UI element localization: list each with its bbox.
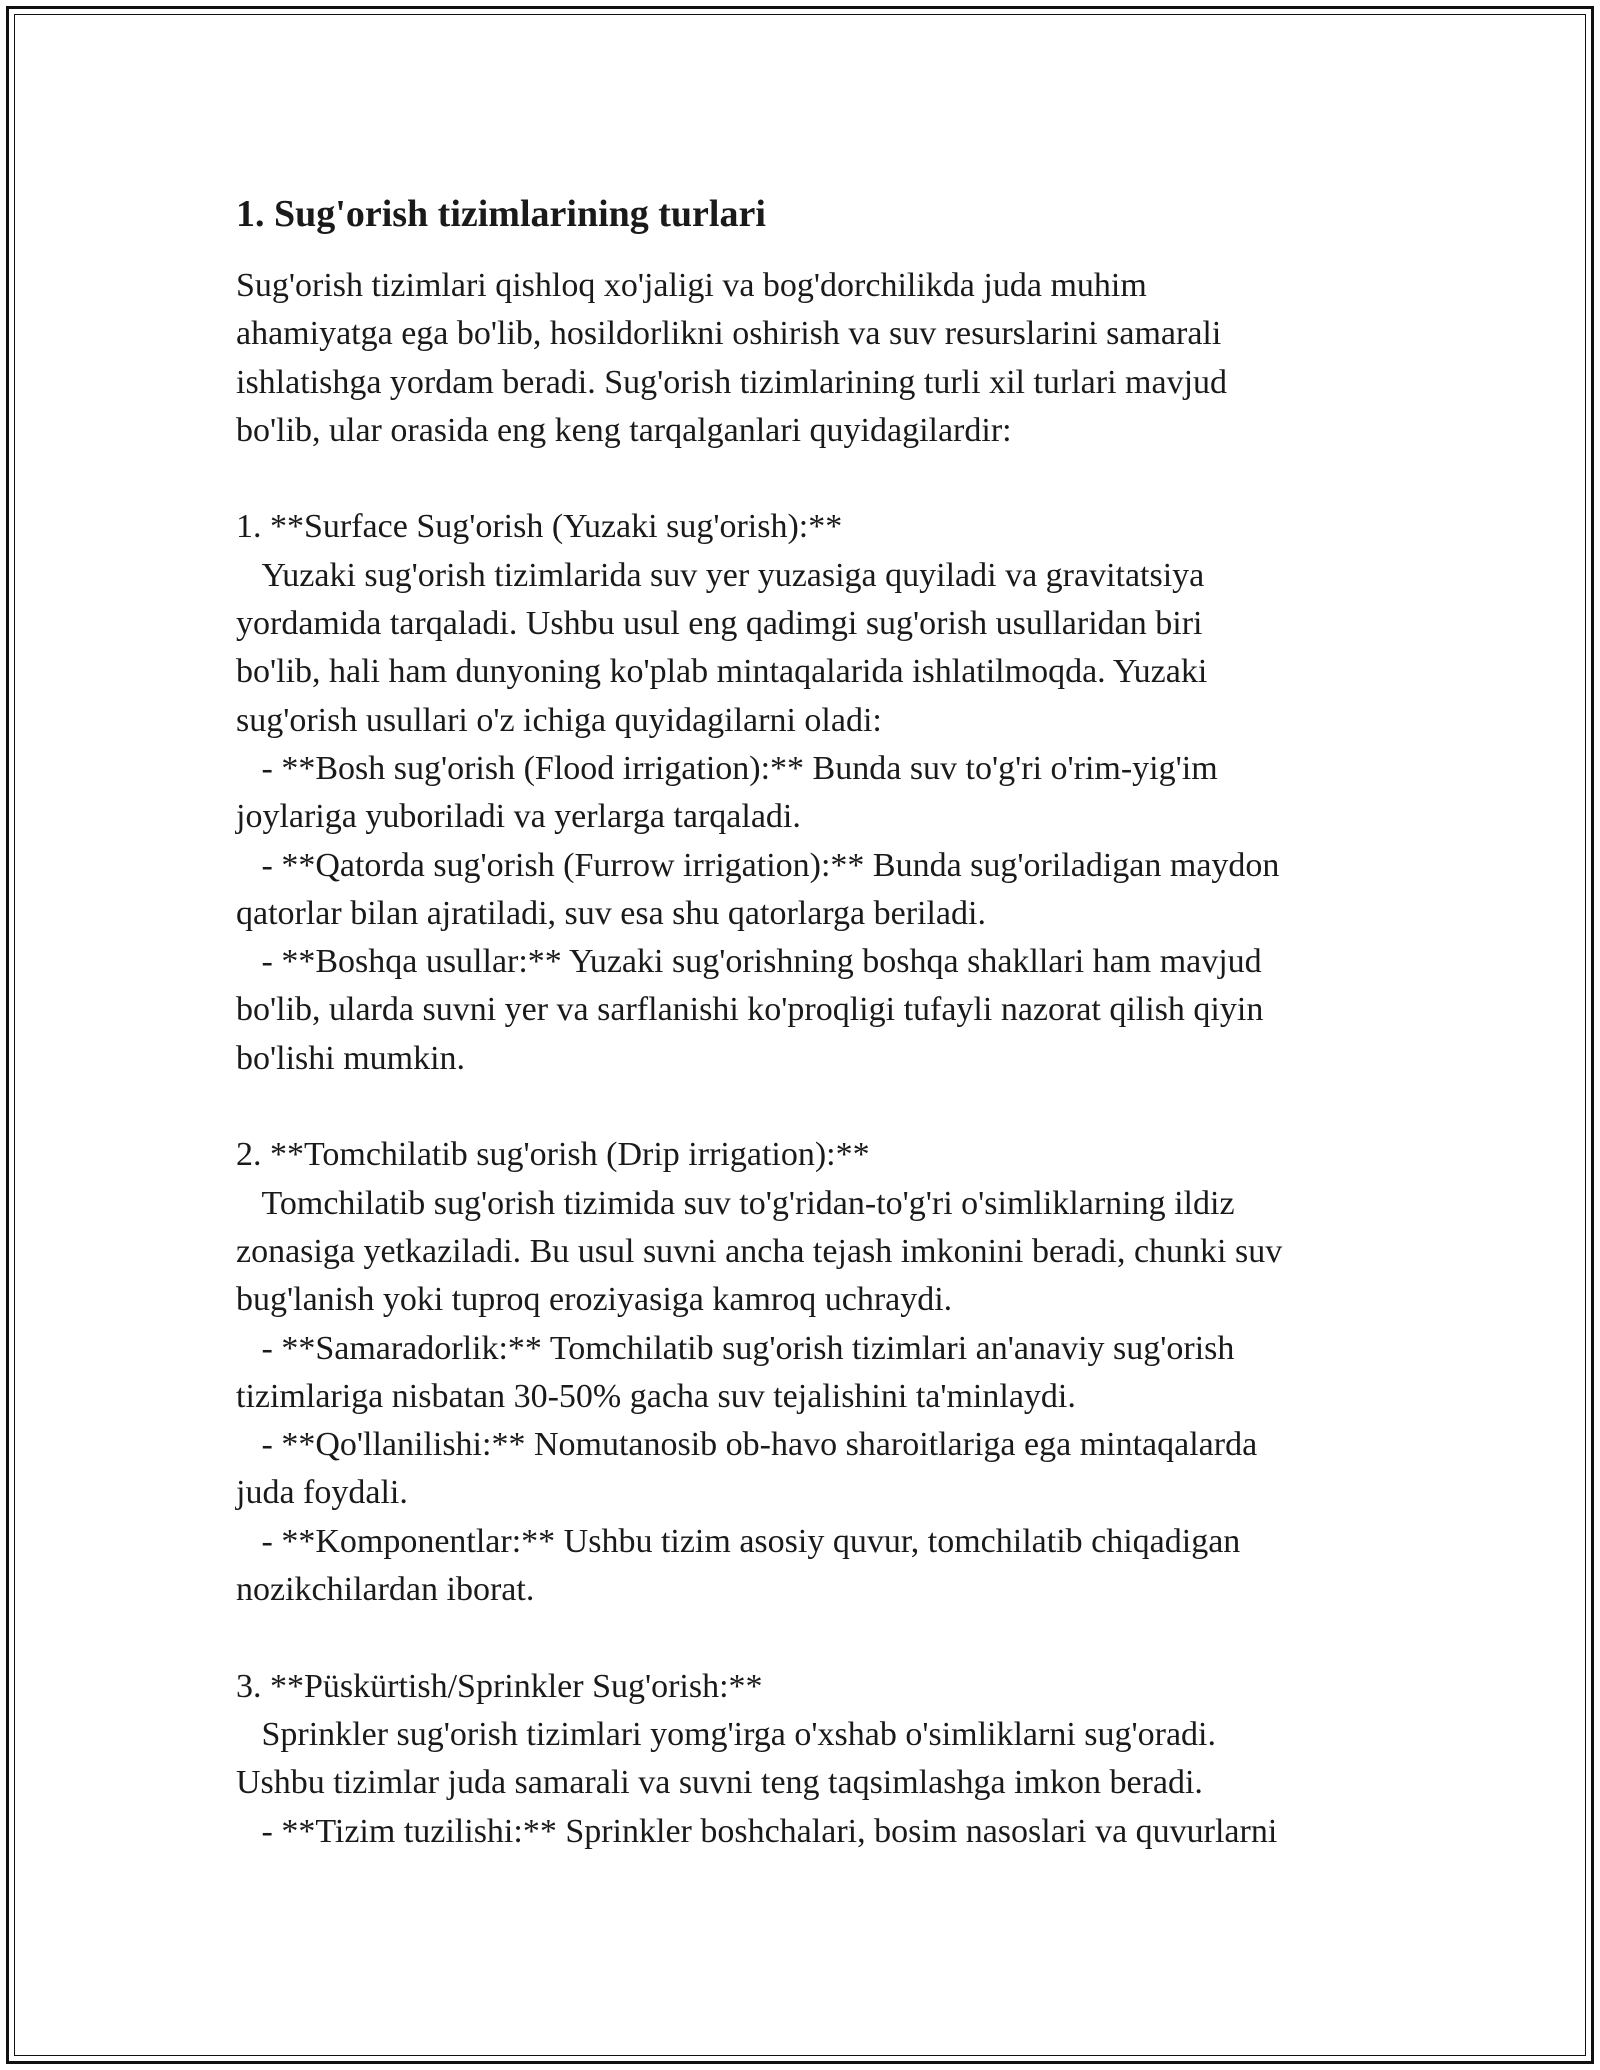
section-heading: 1. Sug'orish tizimlarining turlari	[236, 193, 766, 235]
document-content	[236, 188, 1396, 1856]
section-body: Sug'orish tizimlari qishloq xo'jaligi va bog'dorchilikda juda muhim ahamiyatga ega bo'lib, hosildorlikni oshirish va suv resurslarini samarali ishlatishga yordam beradi. Sug'orish tizimlarining turli xil turlari mavjud bo'lib, ular orasida eng keng tarqalganlari quyidagilardir: 1. **Surface Sug'orish (Yuzaki sug'orish):** Yuzaki sug'orish tizimlarida suv yer yuzasiga quyiladi va gravitatsiya yordamida tarqaladi. Ushbu usul eng qadimgi sug'orish usullaridan biri bo'lib, hali ham dunyoning ko'plab mintaqalarida ishlatilmoqda. Yuzaki sug'orish usullari o'z ichiga quyidagilarni oladi: - **Bosh sug'orish (Flood irrigation):** Bunda suv to'g'ri o'rim-yig'im joylariga yuboriladi va yerlarga tarqaladi. - **Qatorda sug'orish (Furrow irrigation):** Bunda sug'oriladigan maydon qatorlar bilan ajratiladi, suv esa shu qatorlarga beriladi. - **Boshqa usullar:** Yuzaki sug'orishning boshqa shakllari ham mavjud bo'lib, ularda suvni yer va sarflanishi ko'proqligi tufayli nazorat qilish qiyin bo'lishi mumkin. 2. **Tomchilatib sug'orish (Drip irrigation):** Tomchilatib sug'orish tizimida suv to'g'ridan-to'g'ri o'simliklarning ildiz zonasiga yetkaziladi. Bu usul suvni ancha tejash imkonini beradi, chunki suv bug'lanish yoki tuproq eroziyasiga kamroq uchraydi. - **Samaradorlik:** Tomchilatib sug'orish tizimlari an'anaviy sug'orish tizimlariga nisbatan 30-50% gacha suv tejalishini ta'minlaydi. - **Qo'llanilishi:** Nomutanosib ob-havo sharoitlariga ega mintaqalarda juda foydali. - **Komponentlar:** Ushbu tizim asosiy quvur, tomchilatib chiqadigan nozikchilardan iborat. 3. **Püskürtish/Sprinkler Sug'orish:** Sprinkler sug'orish tizimlari yomg'irga o'xshab o'simliklarni sug'oradi. Ushbu tizimlar juda samarali va suvni teng taqsimlashga imkon beradi. - **Tizim tuzilishi:** Sprinkler boshchalari, bosim nasoslari va quvurlarni	[236, 267, 1283, 1850]
